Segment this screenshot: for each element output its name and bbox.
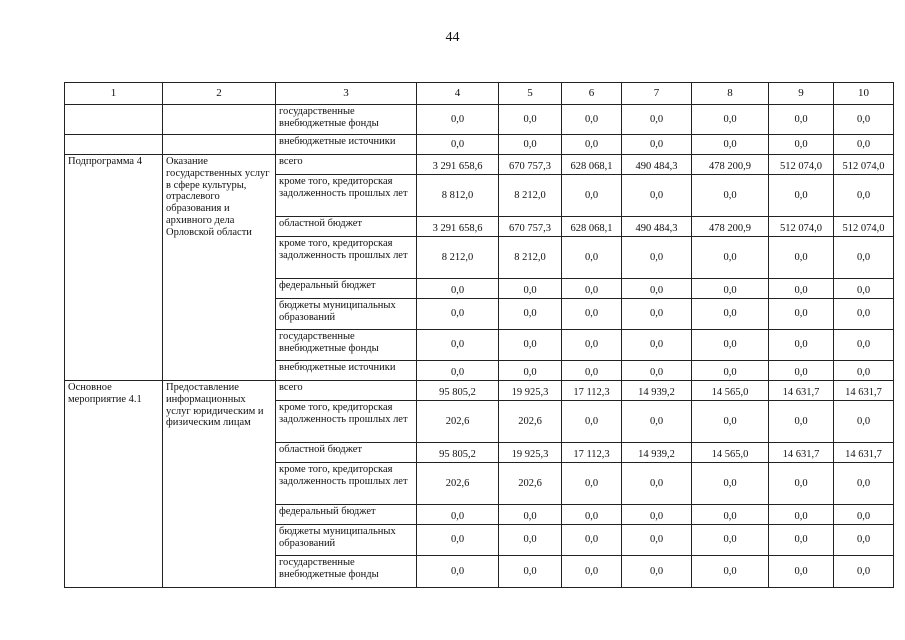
value-cell: 0,0 [834, 105, 894, 135]
table-row [65, 155, 894, 175]
value-cell: 0,0 [692, 505, 769, 525]
value-cell: 490 484,3 [622, 155, 692, 175]
page-number: 44 [445, 30, 460, 45]
value-cell: 0,0 [692, 175, 769, 217]
value-cell: 0,0 [622, 105, 692, 135]
value-cell: 0,0 [622, 237, 692, 279]
header-cell: 3 [276, 83, 417, 105]
value-cell: 0,0 [769, 237, 834, 279]
value-cell: 0,0 [692, 401, 769, 443]
value-cell: 0,0 [562, 556, 622, 588]
funding-source: бюджеты муниципальных образований [276, 299, 417, 330]
value-cell: 0,0 [769, 175, 834, 217]
value-cell: 0,0 [692, 299, 769, 330]
funding-source: кроме того, кредиторская задолженность прошлых лет [276, 175, 417, 217]
program-description: Оказание государственных услуг в сфере культуры, отраслевого образования и архивного дела Орловской области [163, 155, 276, 381]
value-cell: 0,0 [834, 330, 894, 361]
value-cell: 0,0 [499, 135, 562, 155]
value-cell: 0,0 [834, 525, 894, 556]
value-cell: 0,0 [692, 237, 769, 279]
header-cell: 9 [769, 83, 834, 105]
value-cell: 670 757,3 [499, 155, 562, 175]
value-cell: 14 565,0 [692, 381, 769, 401]
value-cell: 14 939,2 [622, 381, 692, 401]
value-cell: 0,0 [769, 463, 834, 505]
table-row [65, 105, 894, 135]
value-cell: 0,0 [562, 175, 622, 217]
value-cell: 14 565,0 [692, 443, 769, 463]
value-cell: 0,0 [562, 330, 622, 361]
value-cell: 0,0 [499, 556, 562, 588]
value-cell: 0,0 [499, 525, 562, 556]
value-cell: 202,6 [499, 463, 562, 505]
value-cell: 0,0 [417, 105, 499, 135]
value-cell: 19 925,3 [499, 443, 562, 463]
value-cell: 0,0 [562, 361, 622, 381]
value-cell: 0,0 [562, 135, 622, 155]
value-cell: 512 074,0 [834, 155, 894, 175]
value-cell: 0,0 [769, 279, 834, 299]
value-cell: 0,0 [622, 330, 692, 361]
value-cell: 0,0 [562, 299, 622, 330]
value-cell: 0,0 [499, 105, 562, 135]
row-label-c1 [65, 135, 163, 155]
value-cell: 14 939,2 [622, 443, 692, 463]
value-cell: 512 074,0 [769, 217, 834, 237]
header-cell: 8 [692, 83, 769, 105]
value-cell: 202,6 [417, 463, 499, 505]
funding-source: внебюджетные источники [276, 361, 417, 381]
value-cell: 0,0 [834, 299, 894, 330]
value-cell: 512 074,0 [834, 217, 894, 237]
value-cell: 8 212,0 [417, 237, 499, 279]
funding-source: бюджеты муниципальных образований [276, 525, 417, 556]
value-cell: 14 631,7 [769, 443, 834, 463]
row-label-c1 [65, 105, 163, 135]
value-cell: 0,0 [622, 299, 692, 330]
value-cell: 202,6 [417, 401, 499, 443]
value-cell: 0,0 [417, 299, 499, 330]
value-cell: 0,0 [834, 505, 894, 525]
value-cell: 0,0 [499, 361, 562, 381]
budget-table [64, 82, 894, 588]
value-cell: 0,0 [834, 361, 894, 381]
value-cell: 0,0 [499, 330, 562, 361]
value-cell: 512 074,0 [769, 155, 834, 175]
value-cell: 0,0 [834, 135, 894, 155]
funding-source: областной бюджет [276, 443, 417, 463]
value-cell: 478 200,9 [692, 217, 769, 237]
value-cell: 490 484,3 [622, 217, 692, 237]
program-description: Предоставление информационных услуг юридическим и физическим лицам [163, 381, 276, 588]
value-cell: 17 112,3 [562, 381, 622, 401]
value-cell: 0,0 [417, 279, 499, 299]
value-cell: 3 291 658,6 [417, 155, 499, 175]
value-cell: 17 112,3 [562, 443, 622, 463]
value-cell: 0,0 [562, 279, 622, 299]
value-cell: 670 757,3 [499, 217, 562, 237]
value-cell: 0,0 [769, 105, 834, 135]
value-cell: 0,0 [499, 505, 562, 525]
value-cell: 0,0 [692, 525, 769, 556]
value-cell: 0,0 [562, 525, 622, 556]
value-cell: 0,0 [622, 401, 692, 443]
value-cell: 0,0 [499, 299, 562, 330]
header-cell: 2 [163, 83, 276, 105]
value-cell: 8 212,0 [499, 237, 562, 279]
value-cell: 95 805,2 [417, 443, 499, 463]
funding-source: областной бюджет [276, 217, 417, 237]
value-cell: 0,0 [417, 556, 499, 588]
table-row [65, 135, 894, 155]
funding-source: кроме того, кредиторская задолженность прошлых лет [276, 463, 417, 505]
value-cell: 0,0 [769, 330, 834, 361]
value-cell: 628 068,1 [562, 217, 622, 237]
value-cell: 8 812,0 [417, 175, 499, 217]
funding-source: государственные внебюджетные фонды [276, 330, 417, 361]
value-cell: 95 805,2 [417, 381, 499, 401]
value-cell: 0,0 [692, 105, 769, 135]
value-cell: 0,0 [769, 135, 834, 155]
value-cell: 0,0 [692, 361, 769, 381]
value-cell: 0,0 [417, 135, 499, 155]
funding-source: государственные внебюджетные фонды [276, 105, 417, 135]
value-cell: 0,0 [692, 330, 769, 361]
value-cell: 0,0 [769, 556, 834, 588]
value-cell: 0,0 [622, 279, 692, 299]
header-cell: 1 [65, 83, 163, 105]
value-cell: 0,0 [499, 279, 562, 299]
header-cell: 6 [562, 83, 622, 105]
value-cell: 0,0 [692, 463, 769, 505]
row-label-c2 [163, 135, 276, 155]
value-cell: 0,0 [622, 505, 692, 525]
value-cell: 0,0 [834, 279, 894, 299]
value-cell: 0,0 [769, 361, 834, 381]
value-cell: 0,0 [562, 463, 622, 505]
program-name: Основное мероприятие 4.1 [65, 381, 163, 588]
value-cell: 0,0 [622, 525, 692, 556]
value-cell: 14 631,7 [834, 443, 894, 463]
value-cell: 0,0 [562, 505, 622, 525]
header-row [65, 83, 894, 105]
value-cell: 0,0 [769, 299, 834, 330]
value-cell: 0,0 [622, 556, 692, 588]
value-cell: 0,0 [417, 505, 499, 525]
funding-source: внебюджетные источники [276, 135, 417, 155]
value-cell: 0,0 [834, 463, 894, 505]
value-cell: 0,0 [769, 505, 834, 525]
value-cell: 478 200,9 [692, 155, 769, 175]
funding-source: федеральный бюджет [276, 505, 417, 525]
value-cell: 0,0 [692, 135, 769, 155]
value-cell: 0,0 [834, 556, 894, 588]
funding-source: кроме того, кредиторская задолженность прошлых лет [276, 401, 417, 443]
value-cell: 0,0 [562, 105, 622, 135]
value-cell: 14 631,7 [769, 381, 834, 401]
value-cell: 202,6 [499, 401, 562, 443]
value-cell: 19 925,3 [499, 381, 562, 401]
value-cell: 14 631,7 [834, 381, 894, 401]
value-cell: 0,0 [834, 237, 894, 279]
value-cell: 0,0 [417, 525, 499, 556]
header-cell: 7 [622, 83, 692, 105]
table-row [65, 381, 894, 401]
header-cell: 4 [417, 83, 499, 105]
value-cell: 0,0 [692, 556, 769, 588]
funding-source: государственные внебюджетные фонды [276, 556, 417, 588]
header-cell: 5 [499, 83, 562, 105]
row-label-c2 [163, 105, 276, 135]
value-cell: 0,0 [834, 175, 894, 217]
value-cell: 8 212,0 [499, 175, 562, 217]
funding-source: федеральный бюджет [276, 279, 417, 299]
value-cell: 0,0 [622, 135, 692, 155]
funding-source: всего [276, 155, 417, 175]
value-cell: 0,0 [622, 175, 692, 217]
value-cell: 0,0 [417, 330, 499, 361]
program-name: Подпрограмма 4 [65, 155, 163, 381]
header-cell: 10 [834, 83, 894, 105]
value-cell: 0,0 [769, 401, 834, 443]
funding-source: всего [276, 381, 417, 401]
value-cell: 0,0 [622, 361, 692, 381]
value-cell: 0,0 [417, 361, 499, 381]
funding-source: кроме того, кредиторская задолженность прошлых лет [276, 237, 417, 279]
value-cell: 3 291 658,6 [417, 217, 499, 237]
value-cell: 0,0 [692, 279, 769, 299]
value-cell: 0,0 [834, 401, 894, 443]
value-cell: 0,0 [562, 237, 622, 279]
value-cell: 0,0 [562, 401, 622, 443]
value-cell: 628 068,1 [562, 155, 622, 175]
value-cell: 0,0 [622, 463, 692, 505]
value-cell: 0,0 [769, 525, 834, 556]
